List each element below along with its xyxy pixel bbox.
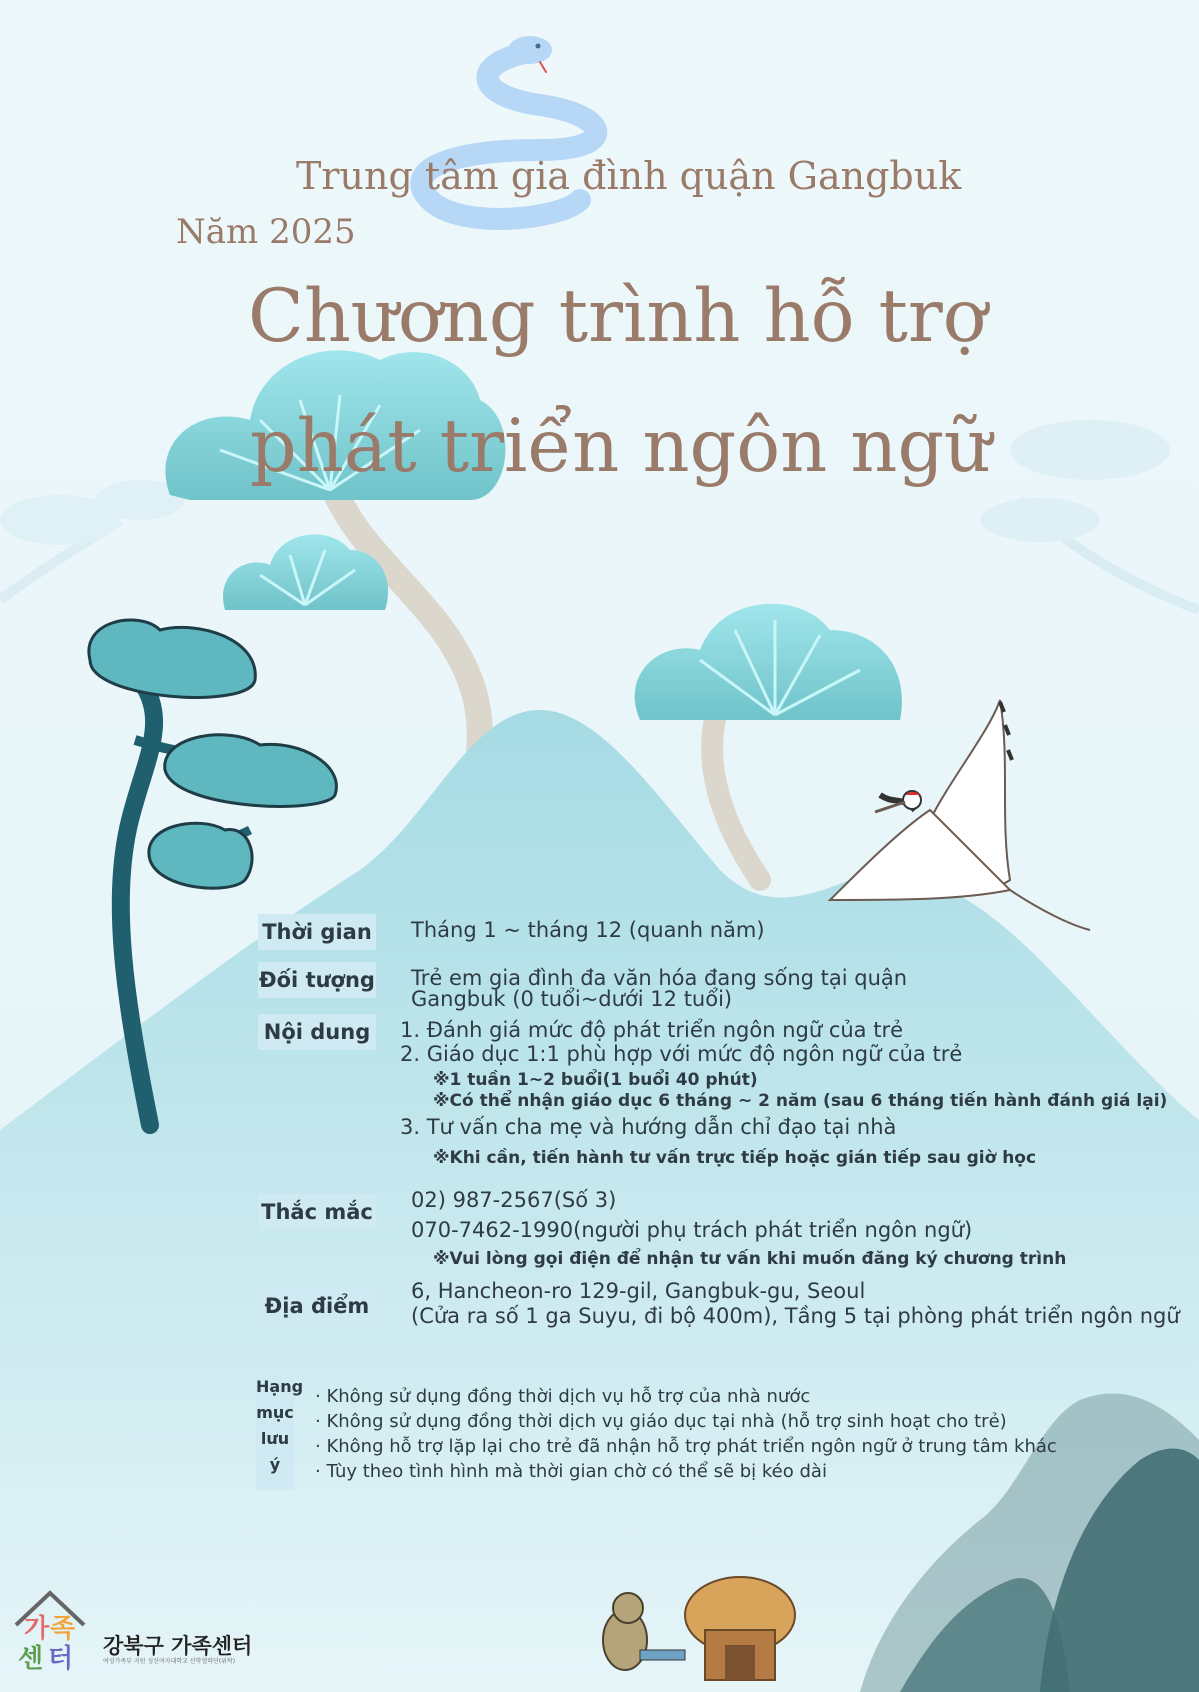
svg-text:족: 족 — [50, 1614, 76, 1644]
location-line-2: (Cửa ra số 1 ga Suyu, đi bộ 400m), Tầng 5 tại phòng phát triển ngôn ngữ — [411, 1304, 1180, 1328]
label-inquiry: Thắc mắc — [258, 1194, 376, 1230]
location-line-1: 6, Hancheon-ro 129-gil, Gangbuk-gu, Seoul — [411, 1279, 866, 1303]
value-target-1: Trẻ em gia đình đa văn hóa đang sống tại quận — [411, 966, 908, 990]
title-line-2: phát triển ngôn ngữ — [250, 404, 992, 489]
svg-text:센: 센 — [18, 1644, 44, 1674]
pale-tree-left-icon — [0, 480, 185, 600]
inquiry-phone-2: 070-7462-1990(người phụ trách phát triển ngôn ngữ) — [411, 1218, 973, 1242]
label-target: Đối tượng — [258, 962, 376, 998]
crane-icon — [830, 700, 1090, 930]
content-note-2b: ※Có thể nhận giáo dục 6 tháng ~ 2 năm (sau 6 tháng tiến hành đánh giá lại) — [433, 1091, 1168, 1111]
content-item-3: 3. Tư vấn cha mẹ và hướng dẫn chỉ đạo tại nhà — [400, 1115, 897, 1139]
pale-tree-right-icon — [980, 420, 1199, 610]
value-time: Tháng 1 ~ tháng 12 (quanh năm) — [411, 918, 765, 942]
note-item: · Tùy theo tình hình mà thời gian chờ có thể sẽ bị kéo dài — [315, 1461, 827, 1482]
year-label: Năm 2025 — [176, 212, 356, 252]
label-location: Địa điểm — [258, 1288, 376, 1324]
label-time: Thời gian — [258, 914, 376, 950]
notes-label: Hạng mục lưu ý — [256, 1374, 294, 1490]
title-line-1: Chương trình hỗ trợ — [248, 274, 987, 359]
label-content: Nội dung — [258, 1014, 376, 1050]
logo-glyphs: 가 — [24, 1614, 50, 1644]
inquiry-note: ※Vui lòng gọi điện để nhận tư vấn khi muốn đăng ký chương trình — [433, 1249, 1067, 1269]
content-note-2a: ※1 tuần 1~2 buổi(1 buổi 40 phút) — [433, 1070, 758, 1090]
note-item: · Không sử dụng đồng thời dịch vụ hỗ trợ của nhà nước — [315, 1386, 811, 1407]
svg-text:터: 터 — [48, 1644, 74, 1674]
note-item: · Không hỗ trợ lặp lại cho trẻ đã nhận hỗ trợ phát triển ngôn ngữ ở trung tâm khác — [315, 1436, 1057, 1457]
logo-name: 강북구 가족센터 — [103, 1634, 253, 1658]
inquiry-phone-1: 02) 987-2567(Số 3) — [411, 1188, 617, 1212]
pine-cloud-right-icon — [635, 604, 902, 720]
notes-list — [315, 1384, 1057, 1484]
note-item: · Không sử dụng đồng thời dịch vụ giáo dục tại nhà (hỗ trợ sinh hoạt cho trẻ) — [315, 1411, 1007, 1432]
content-item-2: 2. Giáo dục 1:1 phù hợp với mức độ ngôn ngữ của trẻ — [400, 1042, 963, 1066]
value-target-2: Gangbuk (0 tuổi~dưới 12 tuổi) — [411, 987, 733, 1011]
content-note-3: ※Khi cần, tiến hành tư vấn trực tiếp hoặc gián tiếp sau giờ học — [433, 1148, 1037, 1168]
center-name: Trung tâm gia đình quận Gangbuk — [296, 154, 962, 198]
logo-subtext: 여성가족부 지원 성신여자대학교 산학협력단(위탁) — [103, 1658, 236, 1665]
content-item-1: 1. Đánh giá mức độ phát triển ngôn ngữ của trẻ — [400, 1018, 904, 1042]
